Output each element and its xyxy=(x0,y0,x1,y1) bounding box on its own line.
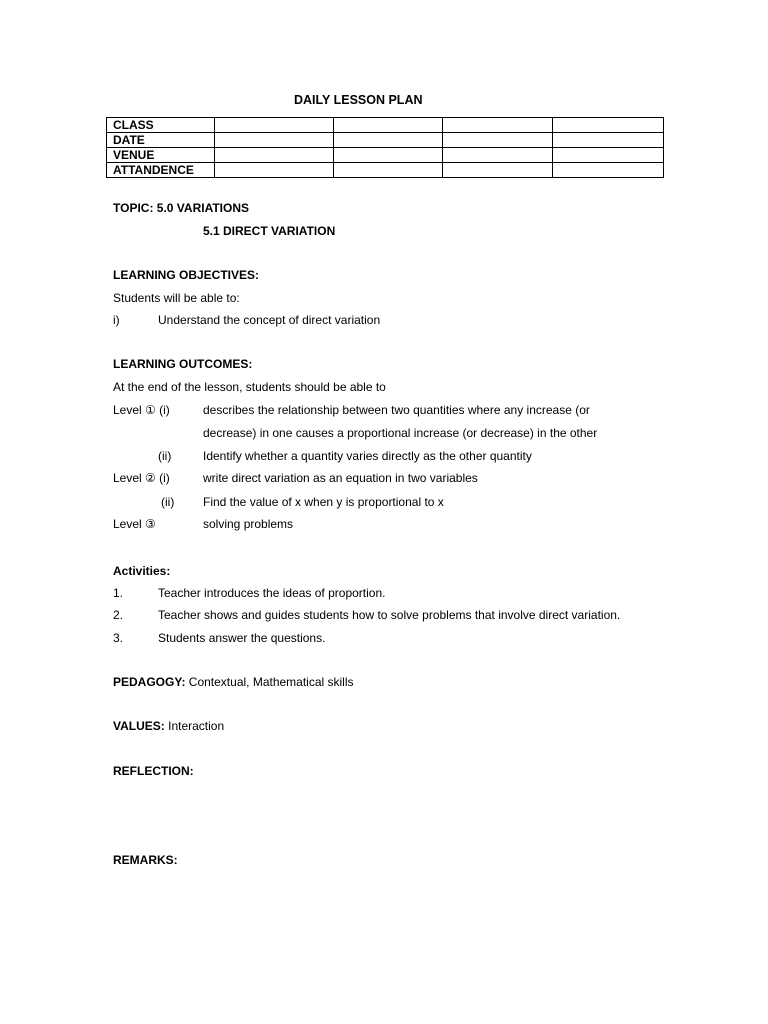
table-cell[interactable] xyxy=(443,163,553,178)
objectives-intro: Students will be able to: xyxy=(113,291,240,305)
activity-text: Teacher introduces the ideas of proportion. xyxy=(158,586,386,600)
table-cell[interactable] xyxy=(334,118,443,133)
level-1-outcome-i-line-1: describes the relationship between two quantities where any increase (or xyxy=(203,403,590,417)
table-cell[interactable] xyxy=(553,133,664,148)
level-2-outcome-ii-number: (ii) xyxy=(161,495,175,509)
table-cell[interactable] xyxy=(443,133,553,148)
pedagogy-line xyxy=(113,675,354,689)
table-cell[interactable] xyxy=(215,148,334,163)
table-cell[interactable] xyxy=(215,118,334,133)
row-label-date: DATE xyxy=(107,133,215,148)
objectives-heading: LEARNING OBJECTIVES: xyxy=(113,268,260,282)
table-cell[interactable] xyxy=(553,118,664,133)
level-2-outcome-i-text: write direct variation as an equation in two variables xyxy=(203,471,478,485)
outcomes-heading: LEARNING OUTCOMES: xyxy=(113,357,253,371)
activities-heading: Activities: xyxy=(113,564,171,578)
lesson-info-table xyxy=(106,117,664,178)
table-cell[interactable] xyxy=(553,148,664,163)
activity-number: 3. xyxy=(113,631,124,645)
activity-text: Teacher shows and guides students how to solve problems that involve direct variation. xyxy=(158,608,621,622)
values-value: Interaction xyxy=(164,719,225,733)
remarks-heading: REMARKS: xyxy=(113,853,178,867)
table-cell[interactable] xyxy=(334,148,443,163)
outcomes-intro: At the end of the lesson, students should be able to xyxy=(113,380,386,394)
objective-text: Understand the concept of direct variation xyxy=(158,313,381,327)
activity-number: 2. xyxy=(113,608,124,622)
table-cell[interactable] xyxy=(215,133,334,148)
level-3-outcome-text: solving problems xyxy=(203,517,294,531)
table-row xyxy=(107,118,664,133)
row-label-venue: VENUE xyxy=(107,148,215,163)
activity-number: 1. xyxy=(113,586,124,600)
reflection-heading: REFLECTION: xyxy=(113,764,194,778)
table-row xyxy=(107,163,664,178)
level-1-outcome-ii-number: (ii) xyxy=(158,449,172,463)
row-label-class: CLASS xyxy=(107,118,215,133)
level-2-outcome-ii-text: Find the value of x when y is proportional to x xyxy=(203,495,444,509)
level-2-label: Level ② (i) xyxy=(113,471,170,485)
level-1-outcome-i-line-2: decrease) in one causes a proportional increase (or decrease) in the other xyxy=(203,426,598,440)
pedagogy-label: PEDAGOGY: xyxy=(113,675,186,689)
table-row xyxy=(107,133,664,148)
topic-heading: TOPIC: 5.0 VARIATIONS xyxy=(113,201,250,215)
row-label-attendance: ATTANDENCE xyxy=(107,163,215,178)
table-cell[interactable] xyxy=(443,118,553,133)
level-1-label: Level ① (i) xyxy=(113,403,170,417)
table-cell[interactable] xyxy=(334,133,443,148)
subtopic-heading: 5.1 DIRECT VARIATION xyxy=(203,224,336,238)
objective-number: i) xyxy=(113,313,120,327)
activity-text: Students answer the questions. xyxy=(158,631,326,645)
table-row xyxy=(107,148,664,163)
table-cell[interactable] xyxy=(443,148,553,163)
level-1-outcome-ii-text: Identify whether a quantity varies directly as the other quantity xyxy=(203,449,532,463)
values-label: VALUES: xyxy=(113,719,165,733)
level-3-label: Level ③ xyxy=(113,517,156,531)
pedagogy-value: Contextual, Mathematical skills xyxy=(185,675,354,689)
table-cell[interactable] xyxy=(334,163,443,178)
table-cell[interactable] xyxy=(215,163,334,178)
values-line xyxy=(113,719,224,733)
document-title: DAILY LESSON PLAN xyxy=(294,93,423,107)
table-cell[interactable] xyxy=(553,163,664,178)
